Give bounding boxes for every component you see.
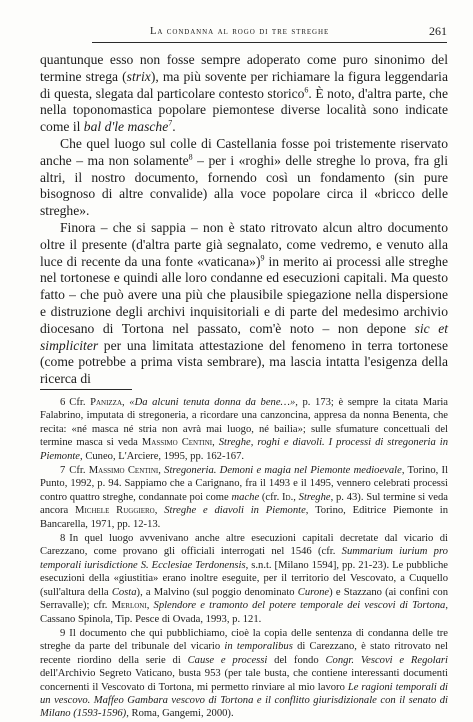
- italic-term: mache: [231, 491, 260, 503]
- text-run: Cfr.: [69, 397, 91, 408]
- footnote-ref-9[interactable]: 9: [260, 253, 265, 263]
- author-name: Panizza: [90, 397, 123, 408]
- text-run: Finora – che si sappia – non è stato ritrovato alcun altro documento oltre il presente (d'altra parte già segnalato, come vedremo, e venuto alla luce di recente da una fonte «vaticana»): [40, 219, 448, 269]
- text-run: , Torino, Editrice Piemonte in Bancarella, 1971, pp. 12-13.: [40, 505, 449, 530]
- footnote-9: [40, 627, 448, 721]
- text-run: in merito ai processi alle streghe nel tortonese e quindi alle loro condanne ed esecuzioni capitali. Ma questo fatto – che può avere una più che plausibile spiegazione nella dispersione e distruzione degli archivi inquisitoriali e di parte del medesimo archivio diocesano di Tortona nel passato, com'è noto – non depone: [40, 253, 448, 336]
- text-run: Che quel luogo sul colle di Castellania fosse poi tristemente riservato anche – ma non solamente: [40, 135, 448, 168]
- text-run: quantunque esso non fosse sempre adoperato come puro sinonimo del termine strega (: [40, 52, 448, 84]
- text-run: . È noto, d'altra parte, che nella toponomastica popolare piemontese diverse località sono indicate come il: [40, 85, 448, 135]
- work-title: «Da alcuni tenuta donna da bene…»: [129, 397, 296, 408]
- running-header: [92, 24, 447, 43]
- paragraph-1: [40, 52, 448, 136]
- italic-term: in temporalibus: [224, 641, 293, 653]
- paragraph-3: [40, 220, 448, 388]
- italic-term: sic et simpliciter: [40, 320, 448, 353]
- text-run: , Roma, Gangemi, 2000).: [126, 708, 234, 720]
- work-title: Congr. Vescovi e Regolari: [325, 654, 448, 666]
- footnote-number: 9: [60, 627, 66, 639]
- text-run: ) e Stazzano (ai confini con Serravalle); cfr.: [40, 586, 448, 612]
- text-run: (cfr.: [259, 491, 282, 503]
- text-run: di Carezzano, è stato ritrovato nel recente riordino della serie di: [40, 641, 448, 666]
- work-title: Summarium iurium pro temporali iurisdictione S. Ecclesiae Terdonensis: [40, 546, 448, 571]
- text-run: .: [172, 119, 176, 135]
- footnote-number: 6: [60, 397, 66, 408]
- page-number: 261: [429, 24, 447, 38]
- work-title: Cause e processi: [187, 654, 268, 666]
- footnote-7: [40, 464, 448, 531]
- author-name: Id.: [282, 491, 294, 503]
- italic-term: Curone: [297, 586, 330, 598]
- footnote-6: [40, 396, 448, 463]
- text-run: ,: [154, 505, 165, 517]
- italic-term: Costa: [111, 586, 137, 598]
- work-title: Stregoneria. Demoni e magia nel Piemonte medioevale: [164, 465, 402, 477]
- text-run: , p. 173; è sempre la citata Maria Falabrino, imputata di stregoneria, a ricordare una canzoncina, appresa da nonna Benenta, che recita: «né masca né stria non avrà mai luogo, né bailia»; sulle sfumature concettuali del termine masca si veda: [40, 397, 448, 449]
- text-run: del fondo: [267, 654, 326, 666]
- text-run: , Torino, Il Punto, 1992, p. 94. Sappiamo che a Carignano, fra il 1493 e il 1495, vennero celebrati processi contro quattro streghe, condannate poi come: [40, 465, 449, 503]
- author-name: Massimo Centini: [141, 437, 213, 449]
- text-run: ,: [293, 491, 299, 503]
- text-run: per una limitata attestazione del fenomeno in terra tortonese (come potrebbe a prima vista sembrare), ma lascia intatta l'esigenza della ricerca di: [40, 337, 448, 387]
- text-run: – per i «roghi» delle streghe lo prova, fra gli altri, il nostro documento, fornendo così un fondamento (sin pure bisognoso di altre convalide) alla voce popolare circa il «bricco delle streghe».: [40, 152, 448, 219]
- text-run: ,: [146, 600, 154, 612]
- footnote-separator: [40, 389, 132, 390]
- main-text: [40, 52, 448, 388]
- italic-term: bal d'le masche: [83, 119, 169, 135]
- work-title: Streghe: [298, 491, 331, 503]
- author-name: Michele Ruggiero: [75, 505, 155, 517]
- text-run: , Cassano Spinola, Tip. Pesce di Ovada, 1993, p. 121.: [40, 600, 448, 625]
- italic-term: strix: [126, 68, 151, 84]
- text-run: In quel luogo avvenivano anche altre esecuzioni capitali decretate dal vicario di Carezzano, come provano gli officiali interrogati nel 1546 (cfr.: [40, 533, 448, 558]
- text-run: ), a Malvino (sul poggio denominato: [136, 586, 298, 598]
- author-name: Merloni: [111, 600, 147, 612]
- footnotes: [40, 396, 448, 722]
- text-run: , p. 43). Sul termine si veda ancora: [40, 491, 448, 517]
- text-run: Il documento che qui pubblichiamo, cioè la copia delle sentenza di condanna delle tre streghe da parte del tribunale del vicario: [40, 627, 448, 653]
- work-title: Splendore e tramonto del potere temporale dei vescovi di Tortona: [153, 600, 446, 612]
- text-run: ,: [122, 397, 130, 408]
- footnote-ref-8[interactable]: 8: [188, 152, 193, 162]
- footnote-number: 7: [60, 465, 66, 477]
- footnote-number: 8: [60, 533, 66, 545]
- text-run: , s.n.t. [Milano 1594], pp. 21-23). Le pubbliche esecuzioni della «giustitia» erano inoltre eseguite, per il territorio del Vescovato, a Cuquello (sull'altura della: [40, 559, 448, 598]
- text-run: ,: [158, 465, 165, 477]
- text-run: Cfr.: [69, 465, 89, 477]
- text-run: , Cuneo, L'Arciere, 1995, pp. 162-167.: [80, 450, 245, 462]
- work-title: Streghe, roghi e diavoli. I processi di stregoneria in Piemonte: [40, 437, 448, 462]
- work-title: Streghe e diavoli in Piemonte: [164, 505, 306, 517]
- footnote-8: [40, 532, 448, 626]
- footnote-ref-7[interactable]: 7: [168, 118, 173, 128]
- paragraph-2: [40, 136, 448, 220]
- running-title: La condanna al rogo di tre streghe: [150, 26, 330, 37]
- author-name: Massimo Centini: [88, 465, 159, 477]
- work-title: Le ragioni temporali di un vescovo. Maffeo Gambara vescovo di Tortona e il conflitto giurisdizionale con il senato di Milano (1593-1596): [40, 681, 448, 720]
- text-run: ), ma più sovente per richiamare la figura leggendaria di questa, slegata dal particolare contesto storico: [40, 68, 448, 101]
- footnote-ref-6[interactable]: 6: [304, 85, 309, 95]
- text-run: ,: [212, 437, 219, 449]
- text-run: dell'Archivio Segreto Vaticano, busta 953 (per tale busta, che contiene interessanti documenti concernenti il Vescovato di Tortona, mi permetto rinviare al mio lavoro: [40, 668, 448, 693]
